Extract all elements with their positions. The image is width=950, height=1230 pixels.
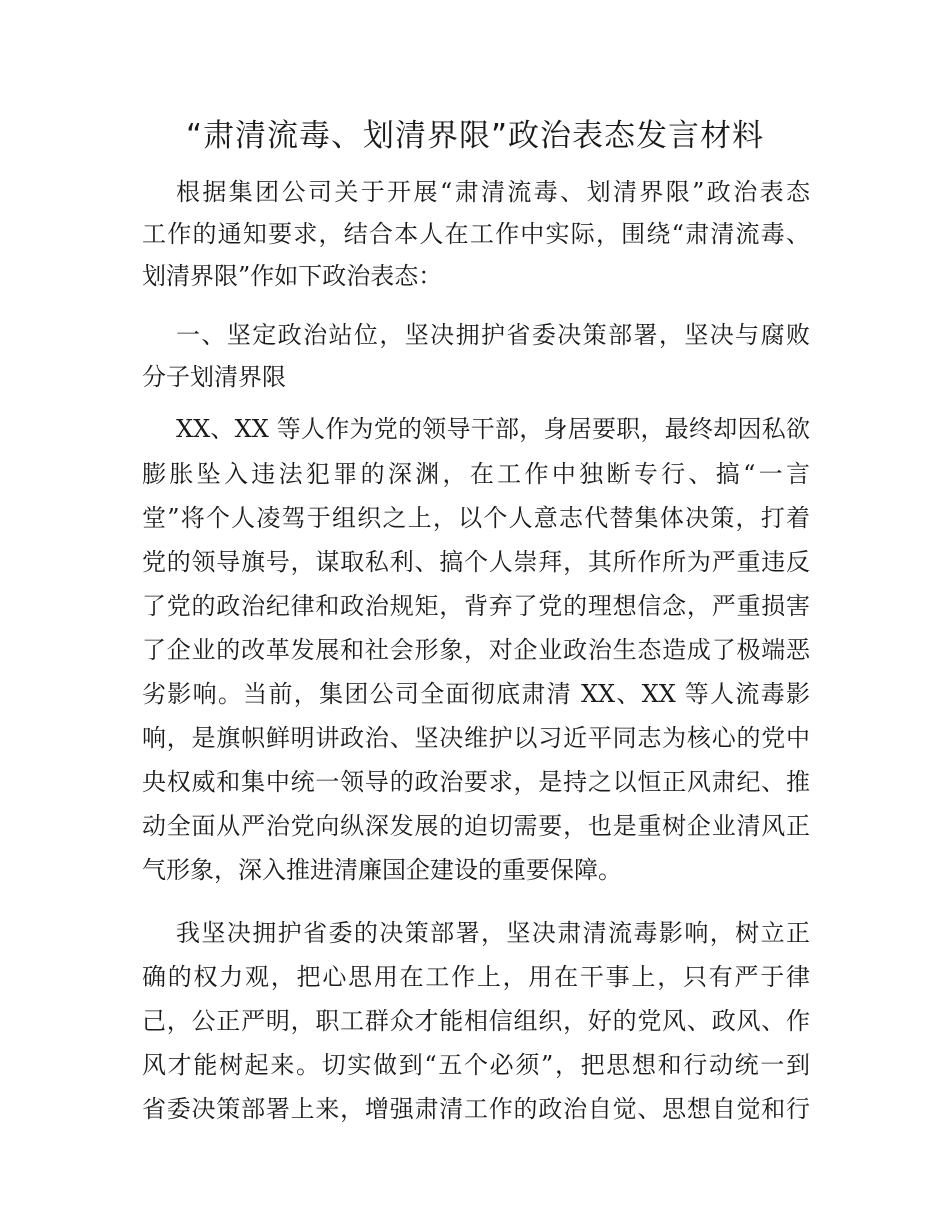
paragraph-4-line-3: 己，公正严明，职工群众才能相信组织，好的党风、政风、作 (142, 1007, 810, 1035)
paragraph-4-line-1: 我坚决拥护省委的决策部署，坚决肃清流毒影响，树立正 (176, 919, 810, 947)
paragraph-3-line-1: XX、XX 等人作为党的领导干部，身居要职，最终却因私欲 (176, 415, 810, 443)
paragraph-3-line-7: 劣影响。当前，集团公司全面彻底肃清 XX、XX 等人流毒影 (142, 680, 810, 708)
paragraph-4-line-2: 确的权力观，把心思用在工作上，用在干事上，只有严于律 (142, 963, 810, 991)
paragraph-3-line-9: 央权威和集中统一领导的政治要求，是持之以恒正风肃纪、推 (142, 768, 810, 796)
paragraph-3-line-10: 动全面从严治党向纵深发展的迫切需要，也是重树企业清风正 (142, 812, 810, 840)
paragraph-1-line-2: 工作的通知要求，结合本人在工作中实际，围绕“肃清流毒、 (142, 220, 810, 248)
paragraph-3-line-8: 响，是旗帜鲜明讲政治、坚决维护以习近平同志为核心的党中 (142, 724, 810, 752)
paragraph-3-line-6: 了企业的改革发展和社会形象，对企业政治生态造成了极端恶 (142, 636, 810, 664)
section-heading-1-line-1: 一、坚定政治站位，坚决拥护省委决策部署，坚决与腐败 (176, 321, 810, 349)
paragraph-3-line-3: 堂”将个人凌驾于组织之上，以个人意志代替集体决策，打着 (142, 504, 810, 532)
document-title: “肃清流毒、划清界限”政治表态发言材料 (185, 118, 765, 154)
paragraph-1-line-1: 根据集团公司关于开展“肃清流毒、划清界限”政治表态 (176, 178, 810, 206)
paragraph-3-line-11: 气形象，深入推进清廉国企建设的重要保障。 (142, 856, 622, 884)
paragraph-3-line-5: 了党的政治纪律和政治规矩，背弃了党的理想信念，严重损害 (142, 592, 810, 620)
section-heading-1-line-2: 分子划清界限 (142, 363, 286, 391)
paragraph-3-line-2: 膨胀坠入违法犯罪的深渊，在工作中独断专行、搞“一言 (142, 460, 810, 488)
paragraph-1-line-3: 划清界限”作如下政治表态： (142, 262, 443, 290)
paragraph-3-line-4: 党的领导旗号，谋取私利、搞个人崇拜，其所作所为严重违反 (142, 548, 810, 576)
paragraph-4-line-5: 省委决策部署上来，增强肃清工作的政治自觉、思想自觉和行 (142, 1095, 810, 1123)
paragraph-4-line-4: 风才能树起来。切实做到“五个必须”，把思想和行动统一到 (142, 1051, 810, 1079)
